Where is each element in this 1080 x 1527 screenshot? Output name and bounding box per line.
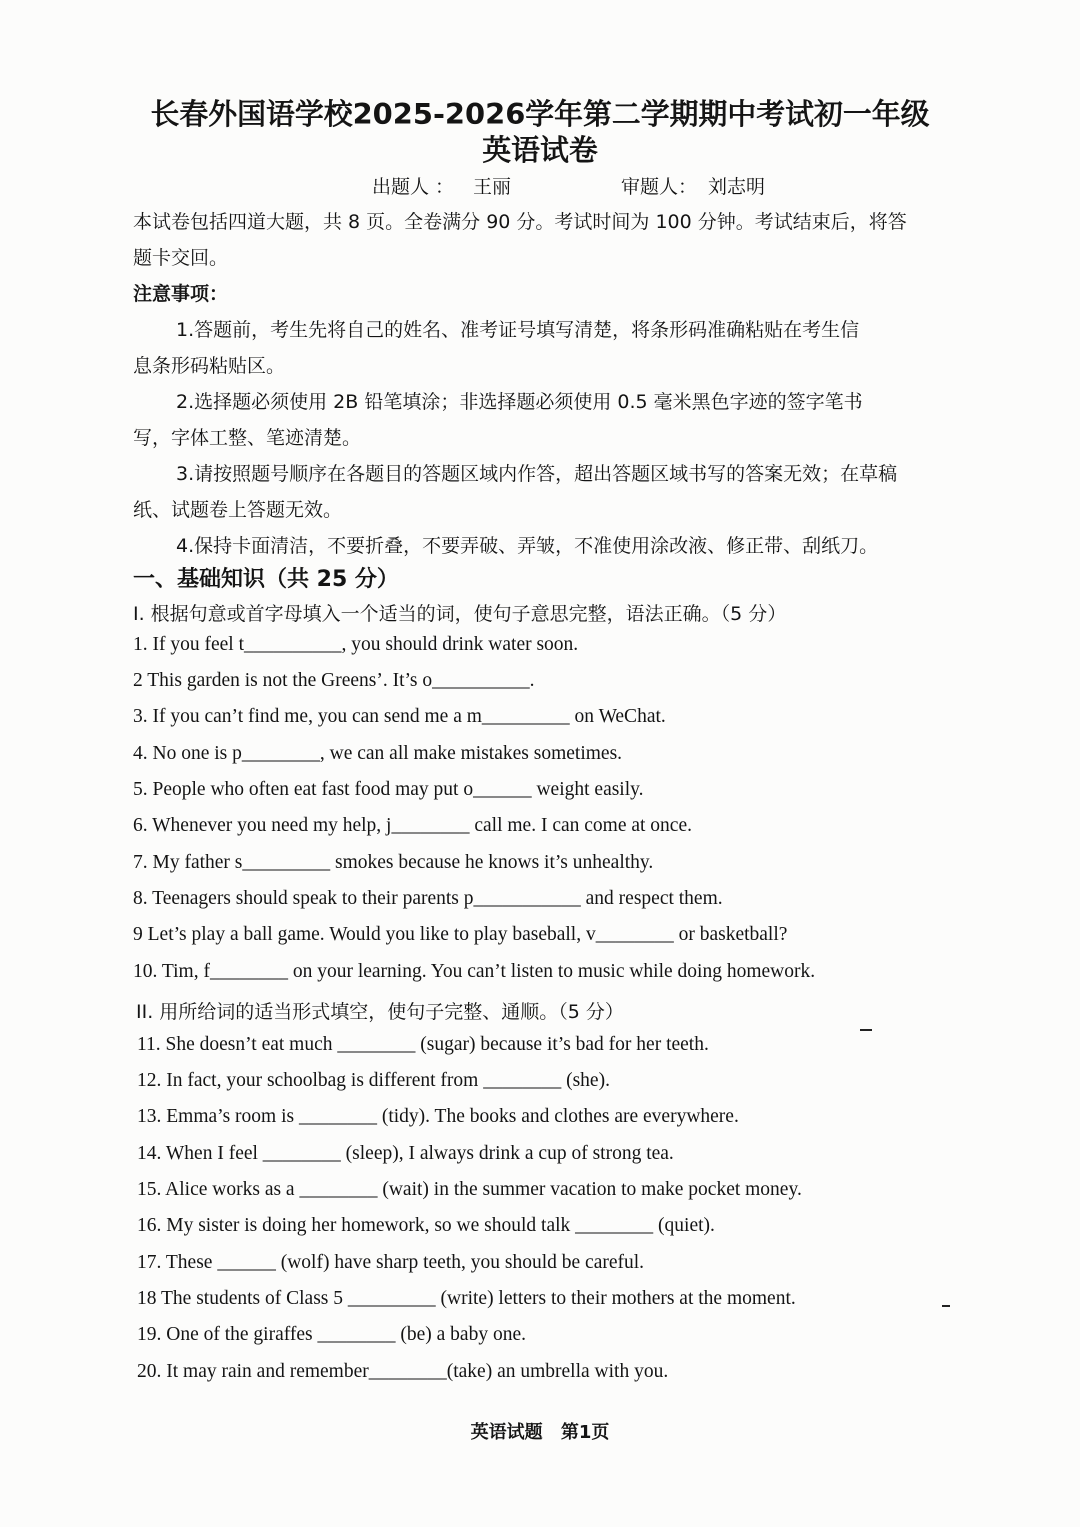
question: 17. These ______ (wolf) have sharp teeth, you should be careful. [137,1252,645,1273]
intro-line: 题卡交回。 [133,247,229,269]
stray-mark [860,1029,872,1031]
note-line: 4.保持卡面清洁，不要折叠，不要弄破、弄皱，不准使用涂改液、修正带、刮纸刀。 [176,535,879,557]
intro-line: 本试卷包括四道大题，共 8 页。全卷满分 90 分。考试时间为 100 分钟。考试结束后，将答 [133,211,907,233]
footer-page-number: 第1页 [560,1422,610,1443]
page-footer [0,1418,1080,1444]
question: 15. Alice works as a ________ (wait) in the summer vacation to make pocket money. [137,1179,802,1200]
question: 6. Whenever you need my help, j________ call me. I can come at once. [133,815,692,836]
part-heading: II. 用所给词的适当形式填空，使句子完整、通顺。（5 分） [136,1001,624,1023]
question: 10. Tim, f________ on your learning. You can’t listen to music while doing homework. [133,961,816,982]
setter-label: 出题人 ： [372,176,455,198]
reviewer-name: 刘志明 [708,176,766,198]
question: 5. People who often eat fast food may put o______ weight easily. [133,779,644,800]
question: 7. My father s_________ smokes because he knows it’s unhealthy. [133,852,654,873]
question: 14. When I feel ________ (sleep), I always drink a cup of strong tea. [137,1143,674,1164]
question: 1. If you feel t__________, you should drink water soon. [133,634,579,655]
question: 12. In fact, your schoolbag is different from ________ (she). [137,1070,610,1091]
note-line: 纸、试题卷上答题无效。 [133,499,343,521]
note-line: 3.请按照题号顺序在各题目的答题区域内作答，超出答题区域书写的答案无效；在草稿 [176,463,898,485]
stray-mark [942,1305,950,1307]
part-heading: I. 根据句意或首字母填入一个适当的词，使句子意思完整，语法正确。（5 分） [133,603,787,625]
section-heading: 一、基础知识（共 25 分） [133,567,399,592]
question: 8. Teenagers should speak to their parents p___________ and respect them. [133,888,723,909]
note-line: 写，字体工整、笔迹清楚。 [133,427,362,449]
question: 20. It may rain and remember________(take) an umbrella with you. [137,1361,669,1382]
question: 13. Emma’s room is ________ (tidy). The books and clothes are everywhere. [137,1106,739,1127]
question: 9 Let’s play a ball game. Would you like to play baseball, v________ or basketball? [133,924,788,945]
exam-title: 长春外国语学校2025-2026学年第二学期期中考试初一年级 [150,97,930,131]
reviewer-label: 审题人： [621,176,698,198]
footer-subject: 英语试题 [470,1422,543,1443]
note-line: 2.选择题必须使用 2B 铅笔填涂；非选择题必须使用 0.5 毫米黑色字迹的签字笔书 [176,391,863,413]
question: 3. If you can’t find me, you can send me a m_________ on WeChat. [133,706,666,727]
question: 4. No one is p________, we can all make mistakes sometimes. [133,743,623,764]
note-line: 1.答题前，考生先将自己的姓名、准考证号填写清楚，将条形码准确粘贴在考生信 [176,319,860,341]
question: 11. She doesn’t eat much ________ (sugar) because it’s bad for her teeth. [137,1034,709,1055]
question: 16. My sister is doing her homework, so we should talk ________ (quiet). [137,1215,715,1236]
setter-name: 王丽 [473,176,512,198]
question: 18 The students of Class 5 _________ (write) letters to their mothers at the moment. [137,1288,796,1309]
note-line: 息条形码粘贴区。 [133,355,286,377]
question: 19. One of the giraffes ________ (be) a baby one. [137,1324,526,1345]
question: 2 This garden is not the Greens’. It’s o__________. [133,670,535,691]
notes-heading: 注意事项： [133,283,229,305]
exam-subtitle: 英语试卷 [482,133,598,167]
